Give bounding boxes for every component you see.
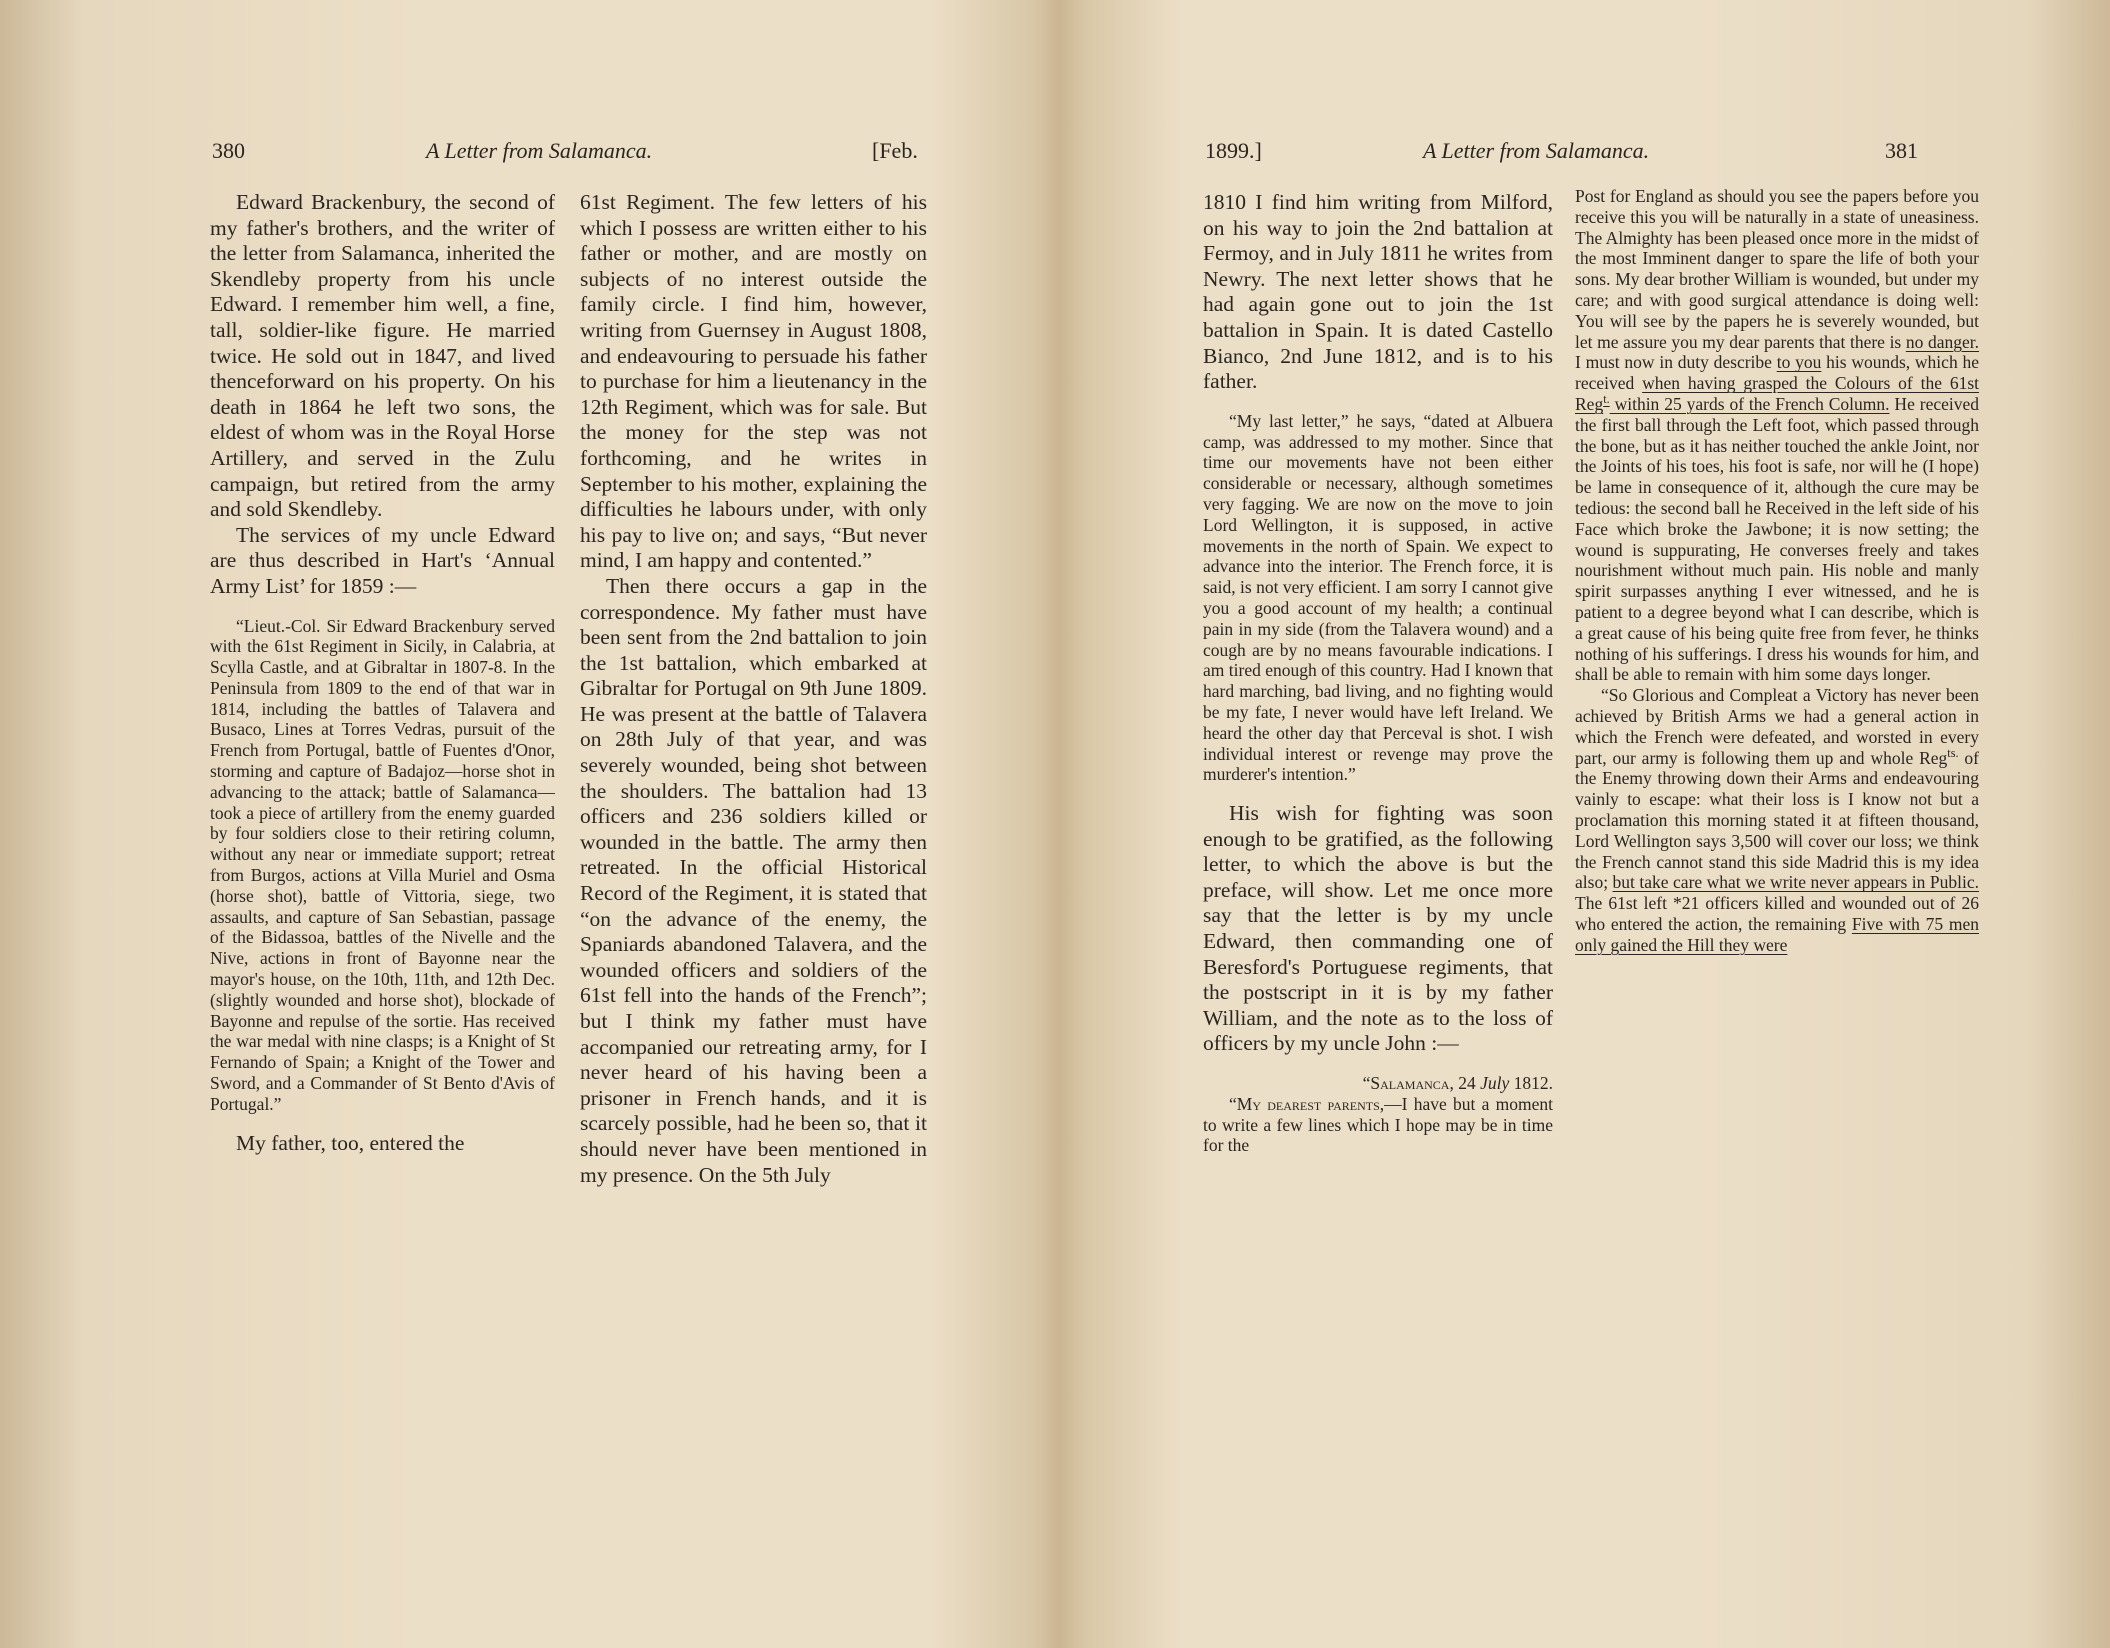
page-number-right: 381: [1885, 138, 1918, 163]
right-column-1: [1203, 190, 1553, 1450]
paragraph: His wish for fighting was soon enough to be gratified, as the following letter, to which the above is but the preface, will show. Let me once more say that the letter is by my uncle Edward, then commanding one of Beresford's Portuguese regiments, that the postscript in it is by my father William, and the note as to the loss of officers by my uncle John :—: [1203, 801, 1553, 1056]
left-column-2: [580, 190, 927, 1450]
paragraph: Then there occurs a gap in the correspondence. My father must have been sent from the 2nd battalion to join the 1st battalion, which embarked at Gibraltar for Portugal on 9th June 1809. He was present at the battle of Talavera on 28th July of that year, and was severely wounded, being shot between the shoulders. The battalion had 13 officers and 236 soldiers killed or wounded in the battle. The army then retreated. In the official Historical Record of the Regiment, it is stated that “on the advance of the enemy, the Spaniards abandoned Talavera, and the wounded officers and soldiers of the 61st fell into the hands of the French”; but I think my father must have accompanied our retreating army, for I never heard of his having been a prisoner in French hands, and it is scarcely possible, had he been so, that it should never have been mentioned in my presence. On the 5th July: [580, 573, 927, 1187]
paragraph: Edward Brackenbury, the second of my father's brothers, and the writer of the letter from Salamanca, inherited the Skendleby property from his uncle Edward. I remember him well, a fine, tall, soldier-like figure. He married twice. He sold out in 1847, and lived thenceforward on his property. On his death in 1864 he left two sons, the eldest of whom was in the Royal Horse Artillery, and served in the Zulu campaign, but retired from the army and sold Skendleby.: [210, 190, 555, 522]
running-title-left: A Letter from Salamanca.: [426, 138, 653, 163]
header-year: 1899.]: [1205, 138, 1262, 163]
letter-dateline: “Salamanca, 24 July 1812.: [1362, 1073, 1553, 1094]
header-month: [Feb.: [872, 138, 918, 163]
paragraph: The services of my uncle Edward are thus described in Hart's ‘Annual Army List’ for 1859 :—: [210, 522, 555, 598]
right-page: [1055, 0, 2110, 1648]
letter-text: Post for England as should you see the papers before you receive this you will be naturally in a state of uneasiness. The Almighty has been pleased once more in the midst of the most Imminent danger to spare the life of both your sons. My dear brother William is wounded, but under my care; and with good surgical attendance is doing well: You will see by the papers he is severely wounded, but let me assure you my dear parents that there is no danger. I must now in duty describe to you his wounds, which he received when having grasped the Colours of the 61st Reg$^{t.}$ within 25 yards of the French Column. He received the first ball through the Left foot, which passed through the bone, but as it has neither touched the ankle Joint, nor the Joints of his toes, his foot is safe, nor will he (I hope) be lame in consequence of it, although the cure may be tedious: the second ball he Received in the left side of his Face which broke the Jawbone; it is now setting; the wound is suppurating, He converses freely and takes nourishment without much pain. His noble and manly spirit surpasses anything I ever witnessed, and he is patient to a degree beyond what I can describe, which is a great cause of his being quite free from fever, he thinks nothing of his sufferings. I dress his wounds for him, and shall be able to remain with him some days longer.: [1575, 186, 1979, 685]
letter-opening: “My dearest parents,—I have but a moment to write a few lines which I hope may be in time for the: [1203, 1093, 1553, 1156]
right-column-2: [1575, 186, 1979, 1450]
block-quote: “Lieut.-Col. Sir Edward Brackenbury served with the 61st Regiment in Sicily, in Calabria, at Scylla Castle, and at Gibraltar in 1807-8. In the Peninsula from 1809 to the end of that war in 1814, including the battles of Talavera and Busaco, Lines at Torres Vedras, pursuit of the French from Portugal, battle of Fuentes d'Onor, storming and capture of Badajoz—horse shot in advancing to the attack; battle of Salamanca—took a piece of artillery from the enemy guarded by four soldiers close to their retiring column, without any near or immediate support; retreat from Burgos, actions at Villa Muriel and Osma (horse shot), battle of Vittoria, siege, two assaults, and capture of San Sebastian, passage of the Bidassoa, battles of the Nivelle and the Nive, actions in front of Bayonne near the mayor's house, on the 10th, 11th, and 12th Dec. (slightly wounded and horse shot), blockade of Bayonne and repulse of the sortie. Has received the war medal with nine clasps; is a Knight of St Fernando of Spain; a Knight of the Tower and Sword, and a Commander of St Bento d'Avis of Portugal.”: [210, 615, 555, 1114]
block-quote: “My last letter,” he says, “dated at Albuera camp, was addressed to my mother. Since that time our movements have not been either considerable or necessary, although sometimes very fagging. We are now on the move to join Lord Wellington, it is supposed, in active movements in the north of Spain. We expect to advance into the interior. The French force, it is said, is not very efficient. I am sorry I cannot give you a good account of my health; a continual pain in my side (from the Talavera wound) and a cough are by no means favourable indications. I am tired enough of this country. Had I known that hard marching, bad living, and no fighting would be my fate, I never would have left Ireland. We heard the other day that Perceval is shot. I wish individual interest or revenge may prove the murderer's intention.”: [1203, 410, 1553, 785]
left-column-1: [210, 190, 555, 1450]
page-number-left: 380: [212, 138, 245, 163]
letter-text: “So Glorious and Compleat a Victory has never been achieved by British Arms we had a general action in which the French were defeated, and worsted in every part, our army is following them up and whole Reg$^{ts.}$ of the Enemy throwing down their Arms and endeavouring vainly to escape: what their loss is I know not but a proclamation this morning stated it at fifteen thousand, Lord Wellington says 3,500 will cover our loss; we think the French cannot stand this side Madrid this is my idea also; but take care what we write never appears in Public. The 61st left *21 officers killed and wounded out of 26 who entered the action, the remaining Five with 75 men only gained the Hill they were: [1575, 685, 1979, 955]
paragraph: 61st Regiment. The few letters of his which I possess are written either to his father or mother, and are mostly on subjects of no interest outside the family circle. I find him, however, writing from Guernsey in August 1808, and endeavouring to persuade his father to purchase for him a lieutenancy in the 12th Regiment, which was for sale. But the money for the step was not forthcoming, and he writes in September to his mother, explaining the difficulties he labours under, with only his pay to live on; and says, “But never mind, I am happy and contented.”: [580, 190, 927, 573]
running-title-right: A Letter from Salamanca.: [1423, 138, 1650, 163]
paragraph: My father, too, entered the: [236, 1130, 465, 1155]
paragraph: 1810 I find him writing from Milford, on his way to join the 2nd battalion at Fermoy, and in July 1811 he writes from Newry. The next letter shows that he had again gone out to join the 1st battalion in Spain. It is dated Castello Bianco, 2nd June 1812, and is to his father.: [1203, 190, 1553, 394]
